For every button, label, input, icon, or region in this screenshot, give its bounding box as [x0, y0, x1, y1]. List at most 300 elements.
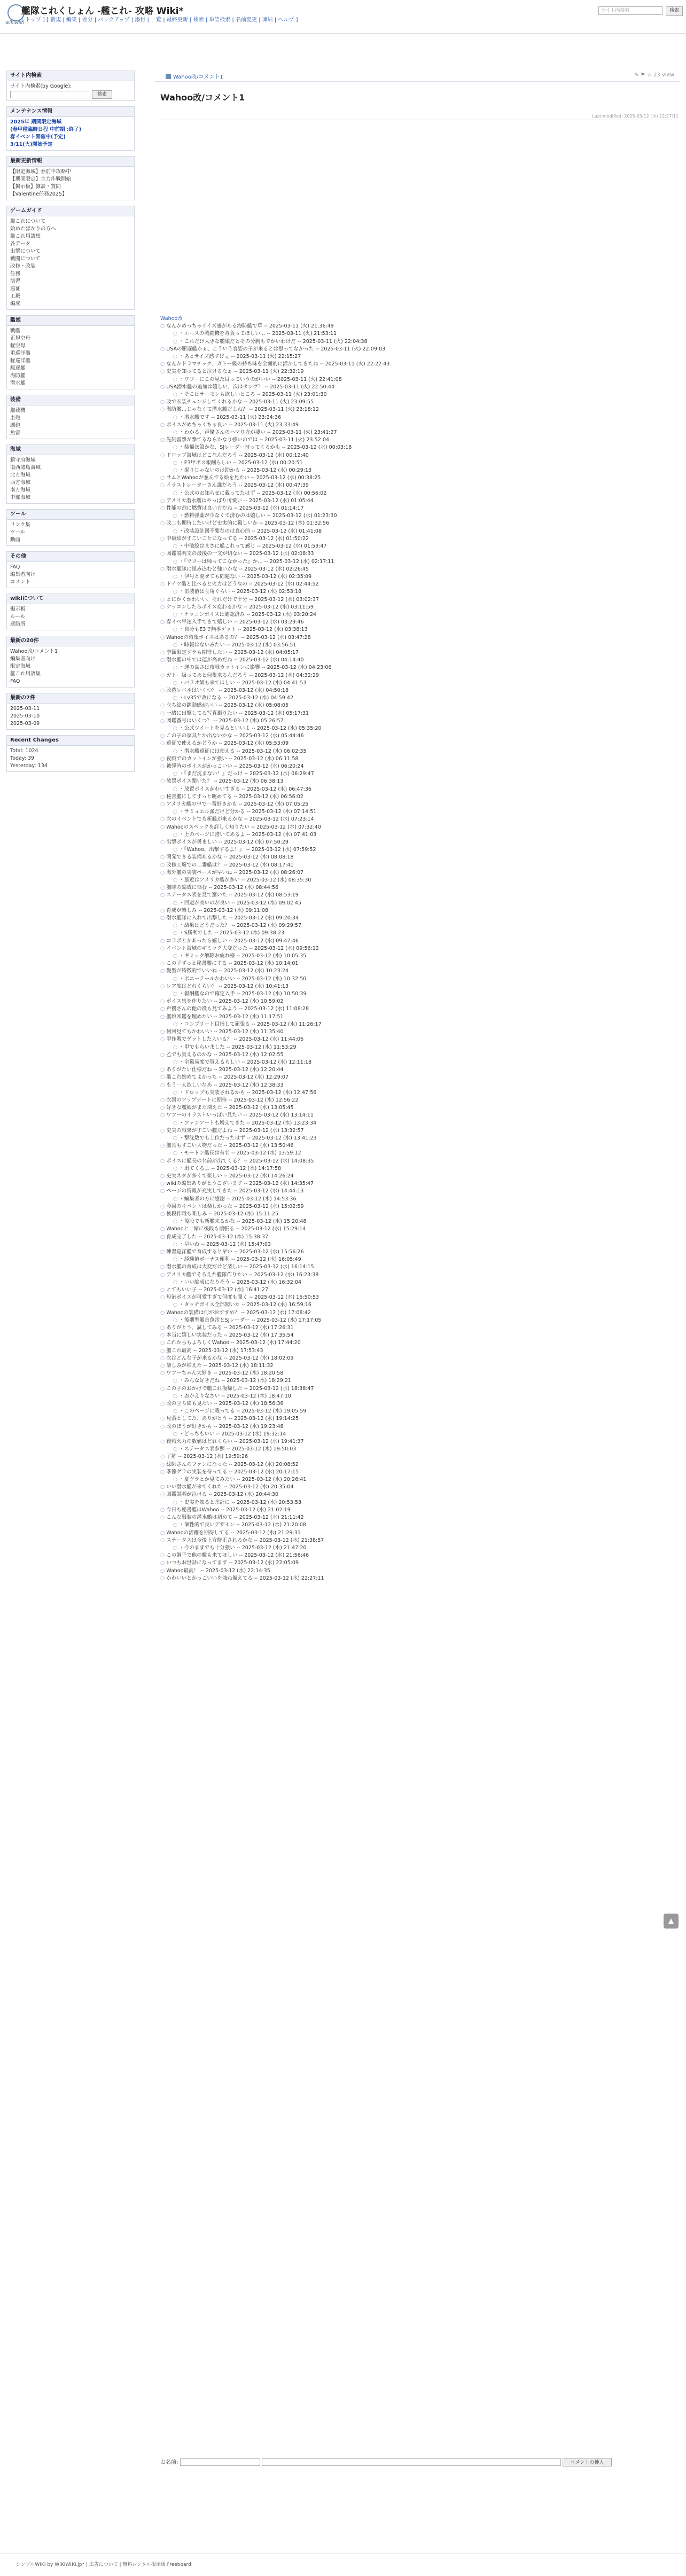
- comment-radio-icon[interactable]: ○: [160, 323, 165, 330]
- home-icon[interactable]: [166, 74, 171, 79]
- comment-radio-icon[interactable]: ○: [173, 1256, 178, 1263]
- comment-radio-icon[interactable]: ○: [173, 953, 178, 959]
- game-guide-item[interactable]: 工廠: [10, 293, 21, 299]
- kanmusu-item[interactable]: 正規空母: [10, 335, 31, 341]
- comment-radio-icon[interactable]: ○: [160, 452, 165, 458]
- comment-radio-icon[interactable]: ○: [173, 923, 178, 929]
- comment-radio-icon[interactable]: ○: [160, 1439, 165, 1445]
- comment-radio-icon[interactable]: ○: [160, 945, 165, 951]
- tool-item[interactable]: リンク集: [10, 522, 30, 528]
- comment-text: 艦長もすごい人物だった -- 2025-03-12 (水) 13:50:46: [166, 1143, 294, 1149]
- comment-radio-icon[interactable]: ○: [160, 1127, 165, 1134]
- comment-radio-icon[interactable]: ○: [160, 399, 165, 405]
- game-guide-item[interactable]: 任務: [10, 271, 21, 277]
- comment-item: [160, 588, 673, 596]
- comment-radio-icon[interactable]: ○: [160, 1188, 165, 1195]
- comment-radio-icon[interactable]: ○: [160, 1355, 165, 1361]
- comment-radio-icon[interactable]: ○: [160, 1294, 165, 1301]
- comment-radio-icon[interactable]: ○: [173, 513, 178, 519]
- game-guide-item[interactable]: 始めたばかりの方へ: [10, 226, 56, 232]
- update-item[interactable]: 【掲示板】雑談・質問: [10, 184, 61, 190]
- comment-radio-icon[interactable]: ○: [160, 755, 165, 762]
- comment-input[interactable]: [262, 2458, 561, 2466]
- comment-radio-icon[interactable]: ○: [160, 1363, 165, 1369]
- comment-item: [160, 1180, 673, 1188]
- comment-item: [160, 915, 673, 922]
- comment-item: [160, 839, 673, 846]
- sea-area-item[interactable]: 西方海域: [10, 480, 31, 486]
- recent-item[interactable]: 限定海域: [10, 663, 31, 669]
- recent-box: [6, 636, 135, 688]
- comment-text: ・個性的で良いデザイン -- 2025-03-12 (水) 21:20:08: [179, 1522, 306, 1528]
- comment-text: 夜戦火力の数値はどれくらい -- 2025-03-12 (水) 19:41:37: [166, 1439, 304, 1445]
- comment-radio-icon[interactable]: ○: [173, 847, 178, 853]
- kanmusu-item[interactable]: 重巡洋艦: [10, 350, 31, 356]
- comment-radio-icon[interactable]: ○: [160, 998, 165, 1005]
- comment-radio-icon[interactable]: ○: [160, 1264, 165, 1270]
- comment-radio-icon[interactable]: ○: [173, 611, 178, 618]
- comment-item: [160, 581, 673, 588]
- comment-radio-icon[interactable]: ○: [160, 649, 165, 655]
- comment-radio-icon[interactable]: ○: [160, 1234, 165, 1240]
- comment-radio-icon[interactable]: ○: [160, 407, 165, 413]
- maintenance-item[interactable]: 2025年 期間限定海域: [10, 119, 62, 125]
- comment-radio-icon[interactable]: ○: [160, 369, 165, 375]
- comment-radio-icon[interactable]: ○: [160, 1515, 165, 1521]
- comment-radio-icon[interactable]: ○: [160, 1454, 165, 1460]
- comment-radio-icon[interactable]: ○: [160, 1575, 165, 1581]
- comment-radio-icon[interactable]: ○: [160, 384, 165, 390]
- maintenance-item[interactable]: (春甲種臨時日程 中前期 :終了): [10, 127, 82, 132]
- comment-radio-icon[interactable]: ○: [160, 1226, 165, 1232]
- sidebar-search-input[interactable]: [10, 91, 90, 98]
- kanmusu-box: [6, 315, 135, 389]
- comment-item: [160, 687, 673, 694]
- comment-radio-icon[interactable]: ○: [173, 459, 178, 466]
- comment-radio-icon[interactable]: ○: [160, 1013, 165, 1020]
- comment-radio-icon[interactable]: ○: [173, 331, 178, 337]
- update-item[interactable]: 【期間限定】主力作戦開始: [10, 176, 72, 182]
- comment-submit-button[interactable]: コメントの挿入: [563, 2458, 612, 2466]
- wiki-item[interactable]: 掲示板: [10, 606, 26, 612]
- comment-radio-icon[interactable]: ○: [173, 1393, 178, 1399]
- comment-item: [160, 808, 673, 816]
- comment-radio-icon[interactable]: ○: [160, 1181, 165, 1187]
- comment-radio-icon[interactable]: ○: [160, 854, 165, 861]
- comment-text: 開発できる装備あるかな -- 2025-03-12 (水) 08:08:18: [166, 854, 294, 861]
- counter-item[interactable]: Today: 39: [10, 755, 35, 761]
- comment-text: かわいいとかっこいいを兼ね備えてる -- 2025-03-12 (水) 22:27:11: [166, 1575, 324, 1581]
- counter-item[interactable]: Yesterday: 134: [10, 763, 48, 769]
- comment-radio-icon[interactable]: ○: [160, 1325, 165, 1331]
- comment-radio-icon[interactable]: ○: [160, 961, 165, 967]
- comment-radio-icon[interactable]: ○: [160, 907, 165, 914]
- comment-radio-icon[interactable]: ○: [160, 1332, 165, 1339]
- comment-radio-icon[interactable]: ○: [160, 983, 165, 989]
- comment-text: 甲作戦でゲットした人いる？ -- 2025-03-12 (水) 11:44:06: [166, 1036, 304, 1043]
- site-header: [0, 0, 686, 34]
- comment-radio-icon[interactable]: ○: [160, 1067, 165, 1073]
- name-input[interactable]: [180, 2458, 260, 2466]
- day-item[interactable]: 2025-03-10: [10, 713, 40, 719]
- sea-area-item[interactable]: 南方海域: [10, 487, 31, 493]
- comment-radio-icon[interactable]: ○: [160, 1029, 165, 1035]
- comment-radio-icon[interactable]: ○: [173, 1165, 178, 1172]
- wiki-item[interactable]: 連絡所: [10, 621, 26, 627]
- comment-radio-icon[interactable]: ○: [173, 1135, 178, 1141]
- comment-radio-icon[interactable]: ○: [173, 543, 178, 550]
- comment-item: [160, 1469, 673, 1476]
- comment-radio-icon[interactable]: ○: [160, 801, 165, 807]
- comment-radio-icon[interactable]: ○: [173, 1477, 178, 1483]
- comment-radio-icon[interactable]: ○: [173, 642, 178, 648]
- sea-area-item[interactable]: 北方海域: [10, 472, 31, 478]
- recent-item[interactable]: FAQ: [10, 678, 20, 684]
- comment-radio-icon[interactable]: ○: [160, 892, 165, 899]
- comment-radio-icon[interactable]: ○: [160, 566, 165, 572]
- comment-item: [160, 1044, 673, 1051]
- comment-text: ・掘りじゃないのは助かる -- 2025-03-12 (水) 00:29:13: [179, 467, 312, 474]
- comment-radio-icon[interactable]: ○: [173, 748, 178, 754]
- comment-item: [160, 1089, 673, 1097]
- comment-radio-icon[interactable]: ○: [173, 1044, 178, 1050]
- comment-text: ・経験値ボーナス便利 -- 2025-03-12 (水) 16:05:49: [179, 1256, 301, 1263]
- comment-radio-icon[interactable]: ○: [173, 1522, 178, 1528]
- comment-radio-icon[interactable]: ○: [173, 831, 178, 838]
- comment-item: [160, 634, 673, 642]
- comment-radio-icon[interactable]: ○: [160, 1469, 165, 1475]
- sea-area-box: [6, 444, 135, 504]
- comment-radio-icon[interactable]: ○: [160, 1340, 165, 1346]
- misc-item[interactable]: コメント: [10, 579, 31, 585]
- comment-radio-icon[interactable]: ○: [160, 1173, 165, 1179]
- comment-item: [160, 1431, 673, 1438]
- comment-radio-icon[interactable]: ○: [160, 619, 165, 626]
- comment-item: [160, 1552, 673, 1559]
- comment-radio-icon[interactable]: ○: [160, 1211, 165, 1217]
- comment-radio-icon[interactable]: ○: [173, 573, 178, 580]
- game-guide-item[interactable]: 艦これについて: [10, 218, 46, 224]
- comment-radio-icon[interactable]: ○: [160, 710, 165, 716]
- comment-item: [160, 1150, 673, 1157]
- comment-text: 本当に嬉しい実装だった -- 2025-03-12 (水) 17:35:54: [166, 1332, 294, 1339]
- header-search-button[interactable]: 検索: [666, 6, 683, 16]
- comment-text: ・ポニーテールかわいい -- 2025-03-12 (水) 10:32:50: [179, 975, 307, 982]
- comment-radio-icon[interactable]: ○: [160, 361, 165, 368]
- comment-radio-icon[interactable]: ○: [160, 763, 165, 769]
- comment-radio-icon[interactable]: ○: [160, 475, 165, 481]
- comment-radio-icon[interactable]: ○: [160, 634, 165, 641]
- comment-radio-icon[interactable]: ○: [160, 869, 165, 876]
- kanmusu-item[interactable]: 駆逐艦: [10, 365, 26, 371]
- comment-radio-icon[interactable]: ○: [160, 1552, 165, 1559]
- kanmusu-item[interactable]: 軽空母: [10, 343, 26, 349]
- kanmusu-item[interactable]: 戦艦: [10, 328, 21, 334]
- comment-radio-icon[interactable]: ○: [173, 1196, 178, 1202]
- comment-item: [160, 922, 673, 930]
- game-guide-item[interactable]: 各データ: [10, 241, 31, 247]
- comment-radio-icon[interactable]: ○: [173, 1544, 178, 1551]
- comment-radio-icon[interactable]: ○: [160, 1492, 165, 1498]
- comment-radio-icon[interactable]: ○: [160, 938, 165, 944]
- comment-radio-icon[interactable]: ○: [160, 551, 165, 557]
- comment-radio-icon[interactable]: ○: [160, 1036, 165, 1043]
- comment-item: [160, 725, 673, 732]
- comment-radio-icon[interactable]: ○: [160, 1506, 165, 1513]
- comment-item: [160, 862, 673, 869]
- sea-area-item[interactable]: 鎮守府海域: [10, 457, 36, 463]
- breadcrumb[interactable]: [166, 72, 223, 80]
- kanmusu-item[interactable]: 軽巡洋艦: [10, 358, 31, 364]
- comment-radio-icon[interactable]: ○: [173, 376, 178, 383]
- recent-item[interactable]: Wahoo改/コメント1: [10, 649, 58, 654]
- comment-radio-icon[interactable]: ○: [173, 1499, 178, 1505]
- maintenance-item[interactable]: 3/11(火)開始予定: [10, 142, 53, 147]
- comment-radio-icon[interactable]: ○: [160, 1287, 165, 1293]
- comment-radio-icon[interactable]: ○: [173, 930, 178, 936]
- counter-item[interactable]: Total: 1024: [10, 748, 38, 754]
- comment-text: ・雷装値は互角ぐらい -- 2025-03-12 (水) 02:53:18: [179, 589, 302, 595]
- update-item[interactable]: 【Valentine任務2025】: [10, 191, 67, 197]
- comment-radio-icon[interactable]: ○: [173, 680, 178, 686]
- comment-radio-icon[interactable]: ○: [160, 1051, 165, 1058]
- sidebar-search-button[interactable]: 検索: [92, 90, 112, 99]
- day-item[interactable]: 2025-03-09: [10, 721, 40, 727]
- comment-radio-icon[interactable]: ○: [173, 1279, 178, 1285]
- comment-radio-icon[interactable]: ○: [160, 717, 165, 724]
- comment-text: ・後段でも新艦来るかな -- 2025-03-12 (水) 15:20:48: [179, 1219, 307, 1225]
- comment-text: ワフーちゃん大好き -- 2025-03-12 (水) 18:20:58: [166, 1370, 284, 1377]
- comment-item: [160, 452, 673, 459]
- comment-radio-icon[interactable]: ○: [160, 839, 165, 846]
- comment-item: [160, 459, 673, 467]
- comment-text: ・ギミック解除お疲れ様 -- 2025-03-12 (水) 10:05:35: [179, 953, 307, 959]
- comment-radio-icon[interactable]: ○: [160, 1461, 165, 1467]
- comment-radio-icon[interactable]: ○: [173, 877, 178, 884]
- comment-radio-icon[interactable]: ○: [160, 437, 165, 443]
- comment-item: [160, 550, 673, 558]
- comment-radio-icon[interactable]: ○: [160, 1347, 165, 1354]
- parent-page-link[interactable]: Wahoo改: [160, 316, 183, 322]
- kanmusu-title: 艦娘: [7, 316, 134, 326]
- comment-radio-icon[interactable]: ○: [160, 740, 165, 747]
- comment-radio-icon[interactable]: ○: [160, 505, 165, 512]
- wiki-item[interactable]: ルール: [10, 614, 26, 620]
- breadcrumb-label[interactable]: Wahoo改/コメント1: [173, 74, 223, 80]
- comment-text: 絵師さんのファンになった -- 2025-03-12 (水) 20:08:52: [166, 1461, 299, 1467]
- comment-radio-icon[interactable]: ○: [160, 1537, 165, 1543]
- comment-radio-icon[interactable]: ○: [173, 1150, 178, 1157]
- comment-text: ・このページに載ってる -- 2025-03-12 (水) 19:05:59: [179, 1408, 307, 1415]
- comment-radio-icon[interactable]: ○: [160, 672, 165, 678]
- comment-radio-icon[interactable]: ○: [160, 816, 165, 823]
- comment-radio-icon[interactable]: ○: [173, 1431, 178, 1437]
- game-guide-item[interactable]: 編成: [10, 301, 21, 307]
- footer-text[interactable]: シンプルWIKI by WIKIWIKI.jp* | 広告について | 無料レンタル掲示板 Freeboard: [16, 2562, 191, 2567]
- comment-radio-icon[interactable]: ○: [173, 975, 178, 982]
- kanmusu-item[interactable]: 海防艦: [10, 373, 26, 379]
- misc-item[interactable]: FAQ: [10, 564, 20, 570]
- comment-item: [160, 930, 673, 937]
- comment-radio-icon[interactable]: ○: [160, 793, 165, 800]
- comment-radio-icon[interactable]: ○: [160, 1112, 165, 1119]
- comment-item: [160, 1225, 673, 1233]
- comment-text: 今回のイベントは楽しかった -- 2025-03-12 (水) 15:02:59: [166, 1203, 304, 1209]
- game-guide-item[interactable]: 遠征: [10, 286, 21, 292]
- comment-radio-icon[interactable]: ○: [160, 1074, 165, 1081]
- comment-radio-icon[interactable]: ○: [160, 778, 165, 785]
- comment-radio-icon[interactable]: ○: [173, 1446, 178, 1453]
- comment-radio-icon[interactable]: ○: [160, 1158, 165, 1164]
- tool-item[interactable]: ツール: [10, 529, 26, 535]
- comment-radio-icon[interactable]: ○: [173, 338, 178, 345]
- scroll-to-top-icon[interactable]: ▲: [664, 1914, 679, 1929]
- equipment-item[interactable]: 艦載機: [10, 408, 26, 413]
- comment-radio-icon[interactable]: ○: [160, 657, 165, 663]
- comment-text: 図鑑説明が泣ける -- 2025-03-12 (水) 20:44:30: [166, 1492, 279, 1498]
- comment-radio-icon[interactable]: ○: [173, 490, 178, 496]
- equipment-item[interactable]: 主砲: [10, 415, 21, 421]
- comment-radio-icon[interactable]: ○: [173, 1241, 178, 1247]
- comment-radio-icon[interactable]: ○: [160, 915, 165, 922]
- comment-radio-icon[interactable]: ○: [160, 535, 165, 542]
- comment-radio-icon[interactable]: ○: [173, 771, 178, 777]
- update-item[interactable]: 【限定海域】春前半攻略中: [10, 169, 72, 175]
- comment-radio-icon[interactable]: ○: [173, 786, 178, 792]
- comment-radio-icon[interactable]: ○: [160, 1309, 165, 1316]
- comment-radio-icon[interactable]: ○: [160, 687, 165, 693]
- comment-radio-icon[interactable]: ○: [173, 354, 178, 360]
- comment-radio-icon[interactable]: ○: [173, 1059, 178, 1065]
- comment-radio-icon[interactable]: ○: [173, 1378, 178, 1384]
- comment-item: [160, 717, 673, 725]
- sea-area-item[interactable]: 南西諸島海域: [10, 465, 41, 471]
- comment-radio-icon[interactable]: ○: [173, 392, 178, 398]
- comment-radio-icon[interactable]: ○: [160, 1105, 165, 1111]
- toolbar-icons[interactable]: ✎ ⚑ ☆ 23 view: [634, 72, 674, 78]
- comment-radio-icon[interactable]: ○: [160, 1423, 165, 1430]
- comment-radio-icon[interactable]: ○: [160, 733, 165, 739]
- comment-radio-icon[interactable]: ○: [160, 1006, 165, 1012]
- day-item[interactable]: 2025-03-11: [10, 706, 40, 712]
- comment-radio-icon[interactable]: ○: [160, 421, 165, 428]
- update-box: [6, 156, 135, 200]
- comment-item: [160, 353, 673, 361]
- comment-radio-icon[interactable]: ○: [173, 1089, 178, 1096]
- comment-radio-icon[interactable]: ○: [173, 627, 178, 633]
- tool-item[interactable]: 動画: [10, 537, 21, 543]
- comment-item: [160, 1355, 673, 1362]
- comment-radio-icon[interactable]: ○: [173, 1219, 178, 1225]
- comment-radio-icon[interactable]: ○: [160, 1271, 165, 1278]
- sea-area-item[interactable]: 中部海域: [10, 495, 31, 501]
- comment-radio-icon[interactable]: ○: [160, 1560, 165, 1566]
- comment-radio-icon[interactable]: ○: [173, 1120, 178, 1126]
- equipment-item[interactable]: 副砲: [10, 423, 21, 428]
- comment-text: この子のおかげで艦これ復帰した -- 2025-03-12 (水) 18:38:47: [166, 1385, 314, 1392]
- comment-text: 楽しみが増えた -- 2025-03-12 (水) 18:11:32: [166, 1363, 274, 1369]
- comment-text: ありがたい仕様だね -- 2025-03-12 (水) 12:20:44: [166, 1067, 284, 1073]
- equipment-item[interactable]: 魚雷: [10, 430, 21, 436]
- game-guide-item[interactable]: 出撃について: [10, 248, 41, 254]
- comment-radio-icon[interactable]: ○: [173, 467, 178, 474]
- comment-radio-icon[interactable]: ○: [160, 968, 165, 974]
- comment-text: この子の家具とか出ないかな -- 2025-03-12 (水) 05:44:46: [166, 733, 304, 739]
- recent-item[interactable]: 編集者向け: [10, 656, 36, 662]
- game-guide-item[interactable]: 艦これ用語集: [10, 233, 41, 239]
- comment-radio-icon[interactable]: ○: [173, 1317, 178, 1323]
- comment-item: [160, 1476, 673, 1484]
- comment-item: [160, 520, 673, 527]
- comment-radio-icon[interactable]: ○: [160, 520, 165, 527]
- comment-radio-icon[interactable]: ○: [160, 1484, 165, 1490]
- comment-radio-icon[interactable]: ○: [173, 430, 178, 436]
- game-guide-item[interactable]: 戦闘について: [10, 256, 41, 262]
- comment-radio-icon[interactable]: ○: [173, 695, 178, 701]
- comment-radio-icon[interactable]: ○: [160, 1248, 165, 1255]
- kanmusu-item[interactable]: 潜水艦: [10, 380, 26, 386]
- comment-radio-icon[interactable]: ○: [160, 346, 165, 352]
- comment-radio-icon[interactable]: ○: [160, 824, 165, 830]
- comment-radio-icon[interactable]: ○: [173, 528, 178, 534]
- header-search-input[interactable]: サイト内検索: [598, 6, 662, 15]
- comment-radio-icon[interactable]: ○: [160, 596, 165, 603]
- comment-radio-icon[interactable]: ○: [173, 1408, 178, 1415]
- comment-radio-icon[interactable]: ○: [160, 1082, 165, 1088]
- comment-text: ・後期型艦首魚雷とSJレーダー -- 2025-03-12 (水) 17:17:05: [179, 1317, 322, 1323]
- comment-radio-icon[interactable]: ○: [173, 991, 178, 997]
- comment-item: [160, 884, 673, 892]
- misc-item[interactable]: 編集者向け: [10, 572, 36, 577]
- comment-radio-icon[interactable]: ○: [173, 444, 178, 451]
- comment-radio-icon[interactable]: ○: [160, 1097, 165, 1103]
- recent-item[interactable]: 艦これ用語集: [10, 671, 41, 677]
- comment-radio-icon[interactable]: ○: [173, 558, 178, 565]
- comment-radio-icon[interactable]: ○: [160, 1567, 165, 1574]
- comment-text: ケッコンしたらボイス変わるかな -- 2025-03-12 (水) 03:11:59: [166, 604, 314, 610]
- comment-radio-icon[interactable]: ○: [173, 414, 178, 420]
- comment-radio-icon[interactable]: ○: [160, 862, 165, 868]
- comment-radio-icon[interactable]: ○: [160, 604, 165, 610]
- comment-radio-icon[interactable]: ○: [160, 1143, 165, 1149]
- comment-radio-icon[interactable]: ○: [173, 725, 178, 731]
- comment-radio-icon[interactable]: ○: [173, 1302, 178, 1308]
- comment-radio-icon[interactable]: ○: [160, 702, 165, 709]
- comment-radio-icon[interactable]: ○: [173, 809, 178, 815]
- comment-radio-icon[interactable]: ○: [160, 1401, 165, 1407]
- comment-radio-icon[interactable]: ○: [173, 589, 178, 595]
- comment-radio-icon[interactable]: ○: [160, 1416, 165, 1422]
- maintenance-item[interactable]: 春イベント開催中(予定): [10, 134, 66, 140]
- comment-text: 改造レベルはいくつ？ -- 2025-03-12 (水) 04:50:18: [166, 687, 289, 693]
- comment-radio-icon[interactable]: ○: [160, 1529, 165, 1536]
- comment-radio-icon[interactable]: ○: [160, 885, 165, 891]
- site-title[interactable]: 艦隊これくしょん -艦これ- 攻略 Wiki*: [21, 6, 184, 17]
- comment-radio-icon[interactable]: ○: [160, 1385, 165, 1392]
- game-guide-item[interactable]: 演習: [10, 278, 21, 284]
- comment-radio-icon[interactable]: ○: [173, 900, 178, 906]
- comment-radio-icon[interactable]: ○: [160, 581, 165, 588]
- comment-radio-icon[interactable]: ○: [160, 1203, 165, 1209]
- top-navigation[interactable]: [ トップ ] [ 新規 | 編集 | 差分 | バックアップ | 添付 | 一覧 | 最終更新 | 検索 | 単語検索 | 名前変更 | 凍結 | ヘルプ ]: [21, 17, 298, 23]
- comment-radio-icon[interactable]: ○: [173, 1021, 178, 1027]
- comment-radio-icon[interactable]: ○: [160, 1370, 165, 1377]
- comment-item: [160, 1142, 673, 1150]
- comment-radio-icon[interactable]: ○: [160, 497, 165, 504]
- game-guide-item[interactable]: 改修・改装: [10, 263, 36, 269]
- comment-radio-icon[interactable]: ○: [160, 482, 165, 489]
- comment-radio-icon[interactable]: ○: [173, 665, 178, 671]
